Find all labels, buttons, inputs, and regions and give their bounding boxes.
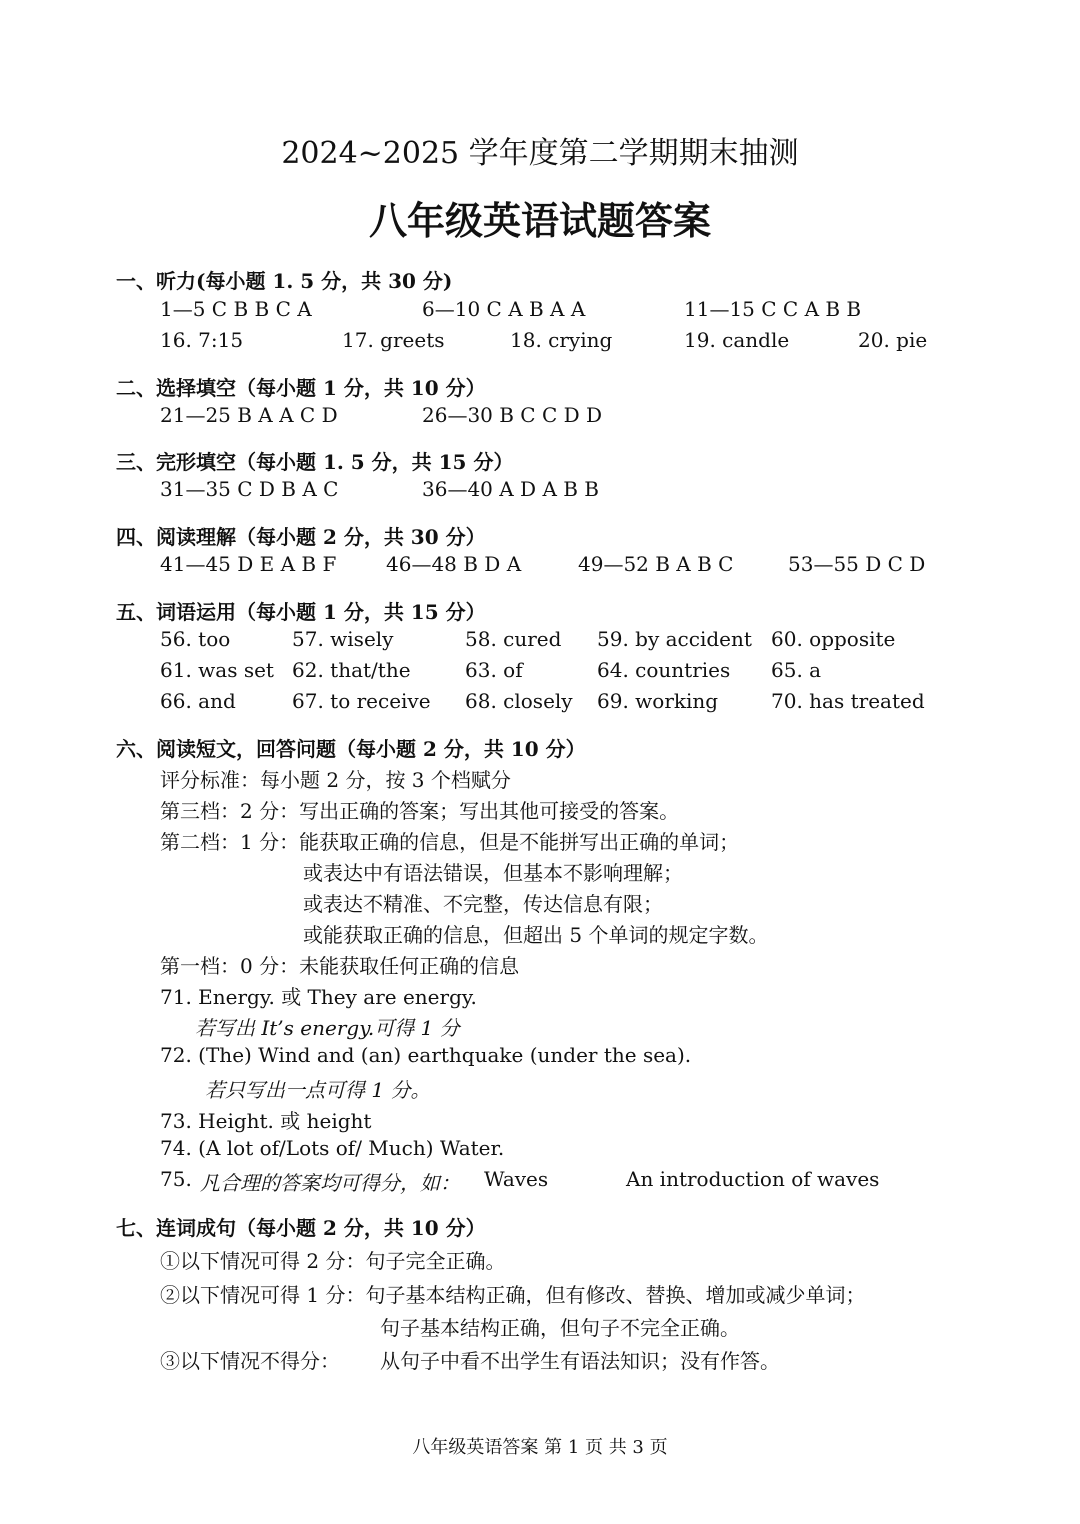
answer-75-note: 凡合理的答案均可得分，如： [200,1171,460,1195]
answer-item: 61. was set [160,658,274,682]
answer-75-example: Waves [484,1167,549,1191]
answer-73: 73. Height. 或 height [160,1109,372,1133]
section-5-heading: 五、词语运用（每小题 1 分，共 15 分） [116,600,486,624]
scoring-level-2-detail: 或表达中有语法错误，但基本不影响理解； [303,861,683,885]
answer-range: 11—15 C C A B B [684,297,862,321]
answer-item: 18. crying [510,328,613,352]
answer-range: 6—10 C A B A A [422,297,586,321]
section-4-heading: 四、阅读理解（每小题 2 分，共 30 分） [116,525,486,549]
scoring-level-2: 第二档：1 分：能获取正确的信息，但是不能拼写出正确的单词； [160,830,740,854]
answer-range: 49—52 B A B C [578,552,734,576]
exam-term-title: 2024~2025 学年度第二学期期末抽测 [281,136,799,171]
answer-range: 41—45 D E A B F [160,552,337,576]
answer-72: 72. (The) Wind and (an) earthquake (under the sea). [160,1043,692,1067]
answer-range: 46—48 B D A [386,552,522,576]
section-6-heading: 六、阅读短文，回答问题（每小题 2 分，共 10 分） [116,737,586,761]
answer-item: 66. and [160,689,236,713]
section-3-heading: 三、完形填空（每小题 1. 5 分，共 15 分） [116,450,514,474]
answer-74: 74. (A lot of/Lots of/ Much) Water. [160,1136,505,1160]
scoring-level-1: 第一档：0 分：未能获取任何正确的信息 [160,954,520,978]
scoring-rule-3-detail: 从句子中看不出学生有语法知识；没有作答。 [380,1349,780,1373]
section-2-heading: 二、选择填空（每小题 1 分，共 10 分） [116,376,486,400]
scoring-rule-1: ①以下情况可得 2 分：句子完全正确。 [160,1249,506,1273]
answer-item: 16. 7:15 [160,328,244,352]
answer-item: 57. wisely [292,627,394,651]
section-1-heading: 一、听力(每小题 1. 5 分，共 30 分) [116,269,453,293]
scoring-rule-2-detail: 句子基本结构正确，但句子不完全正确。 [380,1316,740,1340]
answer-item: 59. by accident [597,627,752,651]
answer-item: 17. greets [342,328,445,352]
answer-item: 56. too [160,627,231,651]
answer-72-note: 若只写出一点可得 1 分。 [205,1078,431,1102]
answer-item: 69. working [597,689,719,713]
answer-71: 71. Energy. 或 They are energy. [160,985,477,1009]
section-7-heading: 七、连词成句（每小题 2 分，共 10 分） [116,1216,486,1240]
answer-key-title: 八年级英语试题答案 [368,198,711,243]
answer-75-number: 75. [160,1167,192,1191]
scoring-level-3: 第三档：2 分：写出正确的答案；写出其他可接受的答案。 [160,799,680,823]
answer-range: 21—25 B A A C D [160,403,338,427]
answer-item: 20. pie [858,328,928,352]
page-footer: 八年级英语答案 第 1 页 共 3 页 [412,1437,668,1458]
answer-71-note: 若写出 It’s energy.可得 1 分 [195,1016,460,1040]
answer-range: 1—5 C B B C A [160,297,312,321]
answer-75-example: An introduction of waves [626,1167,880,1191]
answer-item: 60. opposite [771,627,896,651]
answer-range: 53—55 D C D [788,552,926,576]
scoring-rule-2: ②以下情况可得 1 分：句子基本结构正确，但有修改、替换、增加或减少单词； [160,1283,866,1307]
answer-item: 62. that/the [292,658,411,682]
scoring-level-2-detail: 或能获取正确的信息，但超出 5 个单词的规定字数。 [303,923,769,947]
scoring-criteria: 评分标准：每小题 2 分，按 3 个档赋分 [160,768,511,792]
answer-item: 68. closely [465,689,573,713]
answer-item: 67. to receive [292,689,431,713]
answer-item: 19. candle [684,328,790,352]
answer-item: 70. has treated [771,689,925,713]
answer-item: 65. a [771,658,822,682]
answer-range: 26—30 B C C D D [422,403,603,427]
answer-item: 58. cured [465,627,562,651]
answer-range: 36—40 A D A B B [422,477,600,501]
answer-range: 31—35 C D B A C [160,477,339,501]
answer-item: 63. of [465,658,523,682]
answer-item: 64. countries [597,658,731,682]
scoring-rule-3: ③以下情况不得分： [160,1349,340,1373]
scoring-level-2-detail: 或表达不精准、不完整，传达信息有限； [303,892,663,916]
